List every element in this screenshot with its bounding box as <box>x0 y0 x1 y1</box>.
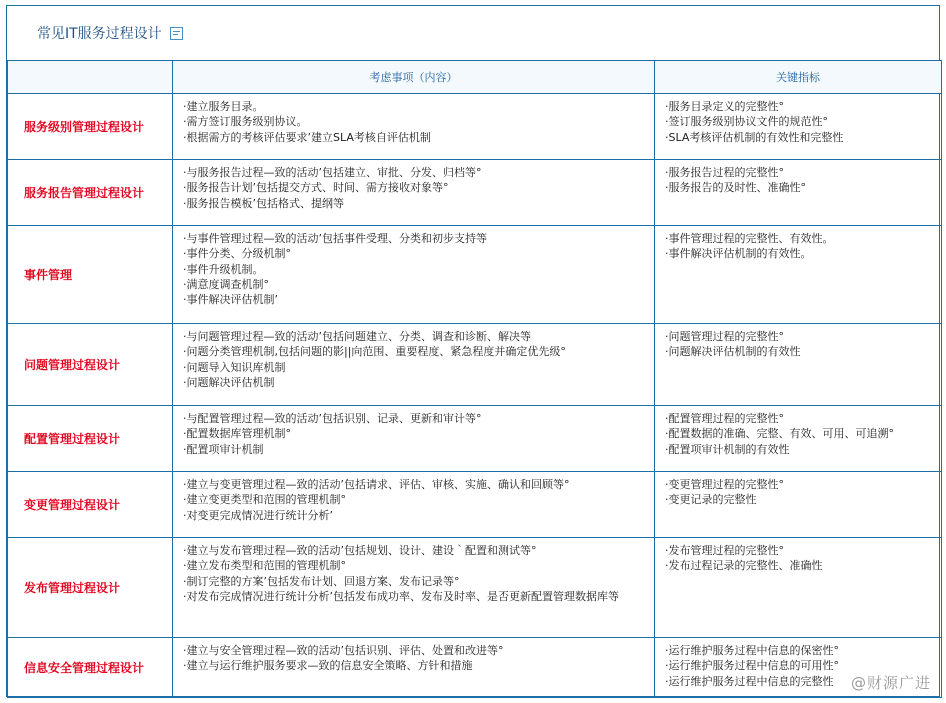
content-cell <box>173 94 655 160</box>
content-item: ·对发布完成情况进行统计分析’包括发布成功率、发布及时率、是否更新配置管理数据库等 <box>183 589 619 603</box>
content-item: ·配置数据库管理机制° <box>183 427 291 441</box>
kpi-item: ·发布过程记录的完整性、准确性 <box>665 559 823 573</box>
content-item: ·满意度调查机制° <box>183 277 269 291</box>
process-name: 服务报告管理过程设计 <box>8 160 173 226</box>
content-item: ·对变更完成情况进行统计分析’ <box>183 508 333 522</box>
process-name: 配置管理过程设计 <box>8 406 173 472</box>
content-item: ·根据需方的考核评估要求’建立SLA考核自评估机制 <box>183 130 431 144</box>
table-row <box>8 406 942 472</box>
content-item: ·问题分类管理机制,包括问题的影||向范围、重要程度、紧急程度并确定优先级° <box>183 345 566 359</box>
kpi-cell <box>655 324 942 406</box>
content-item: ·问题导入知识库机制 <box>183 360 286 374</box>
content-item: ·服务报告计划’包括提交方式、时间、需方接收对象等° <box>183 181 449 195</box>
process-name: 问题管理过程设计 <box>8 324 173 406</box>
kpi-item: ·运行维护服务过程中信息的完整性 <box>665 674 834 688</box>
content-item: ·服务报告模板’包括格式、提纲等 <box>183 196 344 210</box>
content-cell <box>173 538 655 638</box>
page-title: 常见IT服务过程设计 <box>37 26 162 42</box>
kpi-cell <box>655 472 942 538</box>
process-name: 信息安全管理过程设计 <box>8 638 173 698</box>
content-item: ·配置项审计机制 <box>183 442 264 456</box>
content-item: ·与事件管理过程—致的活动’包括事件受理、分类和初步支持等 <box>183 232 487 245</box>
content-cell <box>173 324 655 406</box>
table-row <box>8 94 942 160</box>
kpi-cell <box>655 226 942 324</box>
kpi-cell <box>655 406 942 472</box>
content-cell <box>173 638 655 698</box>
header-cell-kpi: 关键指标 <box>655 61 942 94</box>
kpi-item: ·事件管理过程的完整性、有效性。 <box>665 232 834 245</box>
kpi-item: ·签订服务级别协议文件的规范性° <box>665 115 828 129</box>
table-frame <box>6 5 940 697</box>
process-name: 变更管理过程设计 <box>8 472 173 538</box>
content-item: ·建立变更类型和范围的管理机制° <box>183 493 346 507</box>
content-item: ·需方签订服务级别协议。 <box>183 115 308 129</box>
content-item: ·建立与发布管理过程—致的活动’包括规划、设计、建设｀配置和测试等° <box>183 544 537 557</box>
watermark: @财源广进 <box>850 674 931 692</box>
kpi-item: ·问题解决评估机制的有效性 <box>665 345 801 359</box>
process-name: 发布管理过程设计 <box>8 538 173 638</box>
header-cell-name <box>8 61 173 94</box>
kpi-item: ·事件解决评估机制的有效性。 <box>665 247 812 261</box>
content-item: ·制订完整的方案’包括发布计划、回退方案、发布记录等° <box>183 574 460 588</box>
kpi-item: ·配置管理过程的完整性° <box>665 412 784 425</box>
content-item: ·问题解决评估机制 <box>183 375 275 389</box>
kpi-item: ·配置项审计机制的有效性 <box>665 442 790 456</box>
table-row <box>8 160 942 226</box>
kpi-item: ·发布管理过程的完整性° <box>665 544 784 557</box>
content-item: ·与问题管理过程—致的活动’包括问题建立、分类、调查和诊断、解决等 <box>183 330 531 343</box>
header-cell-content: 考虑事项（内容） <box>173 61 655 94</box>
content-item: ·事件分类、分级机制° <box>183 247 291 261</box>
kpi-cell <box>655 538 942 638</box>
process-name: 服务级别管理过程设计 <box>8 94 173 160</box>
process-design-table <box>7 60 942 698</box>
kpi-item: ·变更记录的完整性 <box>665 493 757 507</box>
kpi-item: ·服务目录定义的完整性° <box>665 100 784 113</box>
table-icon[interactable] <box>170 27 183 40</box>
content-item: ·与配置管理过程—致的活动’包括识别、记录、更新和审计等° <box>183 412 482 425</box>
table-row <box>8 472 942 538</box>
content-cell <box>173 160 655 226</box>
content-cell <box>173 472 655 538</box>
table-row <box>8 538 942 638</box>
content-item: ·事件升级机制。 <box>183 262 264 276</box>
kpi-cell <box>655 160 942 226</box>
process-name: 事件管理 <box>8 226 173 324</box>
kpi-item: ·问题管理过程的完整性° <box>665 330 784 343</box>
kpi-item: ·配置数据的准确、完整、有效、可用、可追溯° <box>665 427 894 441</box>
content-item: ·与服务报告过程—致的活动’包括建立、审批、分发、归档等° <box>183 166 482 179</box>
kpi-cell <box>655 94 942 160</box>
content-item: ·事件解决评估机制’ <box>183 293 278 307</box>
content-item: ·建立发布类型和范围的管理机制° <box>183 559 346 573</box>
content-item: ·建立服务目录。 <box>183 100 264 113</box>
table-row <box>8 638 942 698</box>
content-item: ·建立与变更管理过程—致的活动’包括请求、评估、审核、实施、确认和回顾等° <box>183 478 570 491</box>
content-item: ·建立与安全管理过程—致的活动’包括识别、评估、处置和改进等° <box>183 644 504 657</box>
table-row <box>8 324 942 406</box>
title-bar <box>7 6 939 60</box>
kpi-item: ·运行维护服务过程中信息的保密性° <box>665 644 839 657</box>
header-row <box>8 61 942 94</box>
content-cell <box>173 406 655 472</box>
table-row <box>8 226 942 324</box>
kpi-item: ·服务报告过程的完整性° <box>665 166 784 179</box>
content-cell <box>173 226 655 324</box>
kpi-item: ·SLA考核评估机制的有效性和完整性 <box>665 130 844 144</box>
content-item: ·建立与运行维护服务要求—致的信息安全策略、方针和措施 <box>183 659 473 673</box>
kpi-item: ·服务报告的及时性、准确性° <box>665 181 806 195</box>
kpi-item: ·运行维护服务过程中信息的可用性° <box>665 659 839 673</box>
kpi-item: ·变更管理过程的完整性° <box>665 478 784 491</box>
